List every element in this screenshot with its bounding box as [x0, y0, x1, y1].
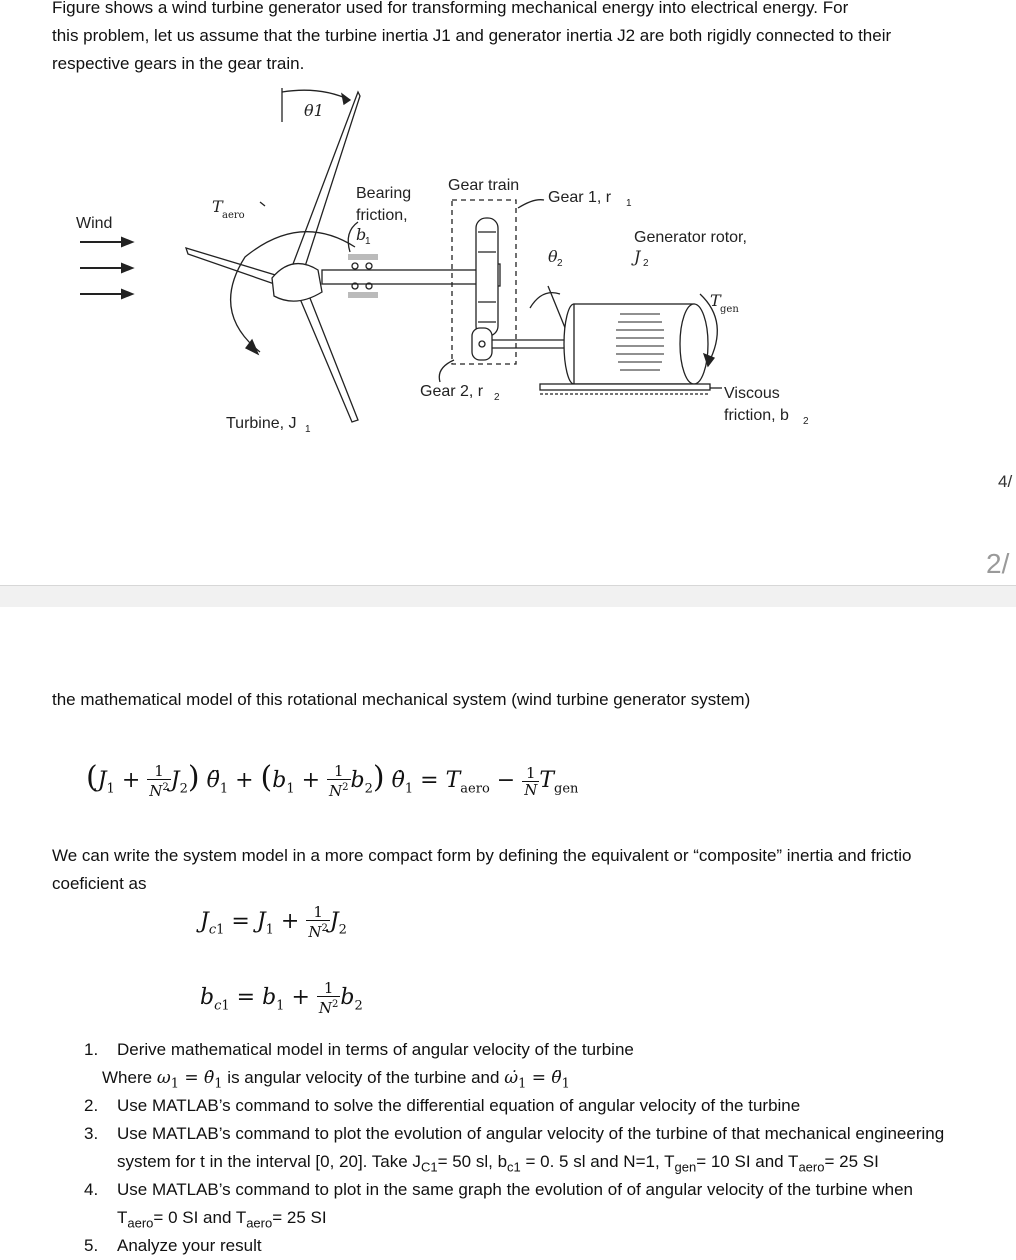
- svg-text:2: 2: [494, 392, 500, 403]
- turbine-label: Turbine, J: [226, 415, 297, 432]
- svg-text:friction,: friction,: [356, 207, 408, 224]
- wind-label: Wind: [76, 215, 113, 232]
- svg-text:friction, b: friction, b: [724, 407, 789, 424]
- svg-text:J: J: [634, 247, 641, 266]
- svg-text:2: 2: [643, 258, 649, 269]
- svg-text:1: 1: [305, 424, 311, 435]
- bearing-label: Bearing: [356, 185, 412, 202]
- task-1: Derive mathematical model in terms of angular velocity of the turbine: [117, 1040, 634, 1059]
- viscous-label: Viscous: [724, 385, 780, 402]
- page-number-1: 4/: [998, 472, 1013, 491]
- task-5: Analyze your result: [117, 1236, 262, 1255]
- task-2: Use MATLAB’s command to solve the differential equation of angular velocity of the turbine: [117, 1096, 801, 1115]
- intro-line-3: respective gears in the gear train.: [52, 54, 305, 73]
- svg-text:aero: aero: [222, 210, 245, 221]
- jc1-equation: $J_{c1} = J_1$ + $\frac{1}{N^2}$ $J_2$: [200, 903, 347, 941]
- svg-text:gen: gen: [720, 304, 739, 315]
- gear1-label: Gear 1, r: [548, 189, 612, 206]
- compact-line-1: We can write the system model in a more compact form by defining the equivalent or “composite” inertia and frictio: [52, 846, 912, 865]
- model-intro: the mathematical model of this rotational mechanical system (wind turbine generator system): [52, 690, 751, 709]
- intro-line-1: Figure shows a wind turbine generator used for transforming mechanical energy into electrical energy. For: [52, 0, 849, 17]
- svg-text:T: T: [710, 291, 721, 310]
- svg-text:b: b: [356, 225, 367, 244]
- main-equation: ($J_1$ + $\frac{1}{N^2}$ $J_2$) $\thetä_1 + (b_1$ + $\frac{1}{N^2}$ $b_2$) $\thetȧ_1 = T_{aero}$ − $\frac{1}{N}$ $T_{gen}$: [86, 760, 579, 800]
- task-1-where: Where $\omega_1$ = $\thetȧ_1$ is angular velocity of the turbine and $\omegȧ_1$ = $\thetä_1$: [102, 1068, 570, 1092]
- gear2-label: Gear 2, r: [420, 383, 484, 400]
- svg-text:2: 2: [803, 416, 809, 427]
- svg-text:T: T: [212, 197, 223, 216]
- task-4-line-2: $T_{aero}= 0$ SI and $T_{aero}= 25$ SI: [117, 1208, 327, 1231]
- svg-text:θ: θ: [548, 247, 558, 266]
- intro-line-2: this problem, let us assume that the turbine inertia J1 and generator inertia J2 are both rigidly connected to their: [52, 26, 892, 45]
- task-4: Use MATLAB’s command to plot in the same graph the evolution of of angular velocity of the turbine when: [117, 1180, 913, 1199]
- svg-text:1: 1: [365, 236, 371, 247]
- gear-train-label: Gear train: [448, 177, 520, 194]
- wind-turbine-diagram: [60, 82, 840, 442]
- task-3: Use MATLAB’s command to plot the evolution of angular velocity of the turbine of that mechanical engineering: [117, 1124, 945, 1143]
- bc1-equation: $b_{c1} = b_1$ + $\frac{1}{N^2}$ $b_2$: [200, 979, 363, 1017]
- page-separator: [0, 585, 1016, 607]
- task-3-line-2: system for t in the interval [0, 20]. Take $J_{C1}= 50$ sl, $b_{c1} = 0$. 5 sl and N=1, $T_{gen}= 10$ SI and $T_{aero}= 25$ SI: [117, 1152, 879, 1175]
- svg-text:1: 1: [626, 198, 632, 209]
- compact-line-2: coeficient as: [52, 874, 147, 893]
- page-number-2: 2/: [986, 548, 1010, 579]
- theta1-label: θ1: [304, 101, 324, 120]
- generator-rotor-label: Generator rotor,: [634, 229, 747, 246]
- svg-text:2: 2: [557, 258, 563, 269]
